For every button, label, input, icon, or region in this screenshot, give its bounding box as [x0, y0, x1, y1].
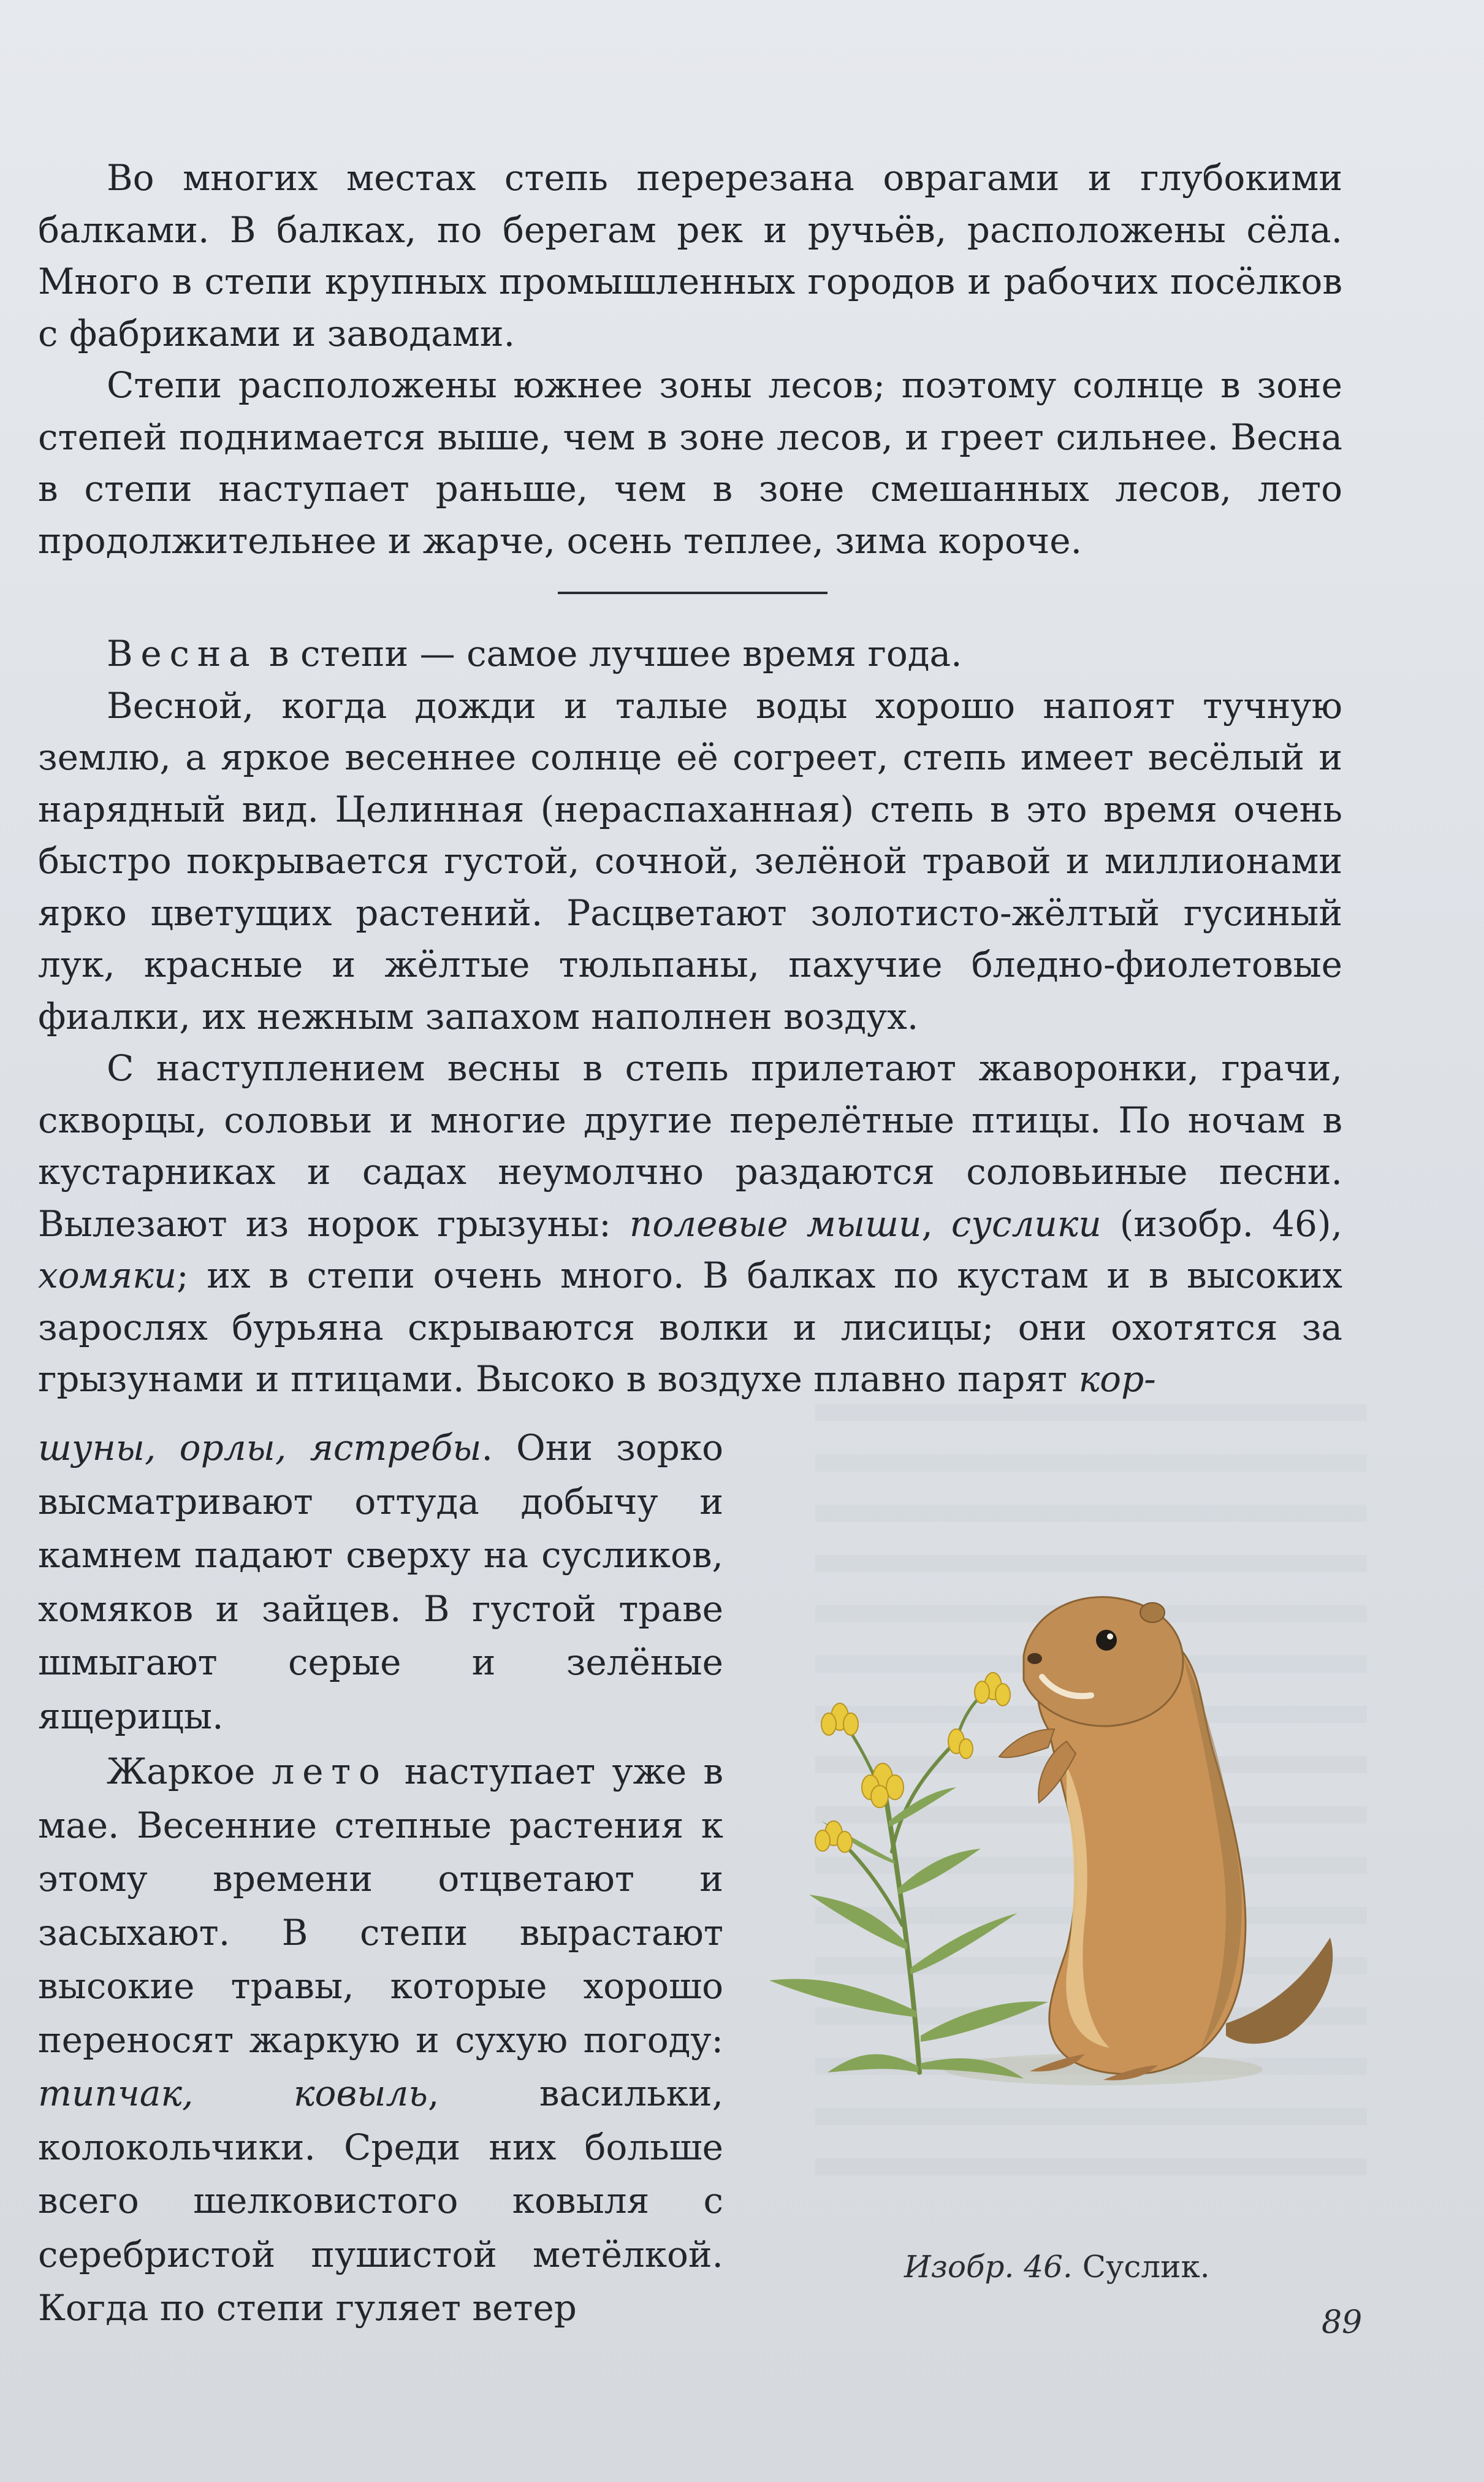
ground-squirrel-illustration: [760, 1545, 1361, 2115]
text-run: Жаркое: [107, 1751, 272, 1792]
page-number: 89: [1322, 2304, 1363, 2341]
term-kites-start: кор-: [1078, 1358, 1156, 1400]
text-run: ,: [921, 1202, 951, 1245]
section-divider: [558, 592, 828, 594]
squirrel-front-paw: [999, 1729, 1054, 1757]
text-run: наступает уже в мае. Весенние степные растения к этому времени отцветают и засыхают. В степи вырастают высокие травы, которые хорошо переносят жаркую и сухую погоду:: [38, 1751, 723, 2061]
spring-heading-word: Весна: [107, 633, 258, 674]
text-run: . Они зорко высматривают оттуда добычу и камнем падают сверху на сусликов, хомяков и зайцев. В густой траве шмыгают серые и зелёные ящерицы.: [38, 1427, 723, 1737]
text-run: (изобр. 46),: [1101, 1202, 1343, 1245]
text-run: ; их в степи очень много. В балках по кустам и в высоких зарослях бурьяна скрываются волки и лисицы; они охотятся за грызунами и птицами. Высоко в воздухе плавно парят: [38, 1254, 1342, 1400]
squirrel-ear: [1140, 1603, 1165, 1622]
plant-leaves: [769, 1787, 1048, 2079]
paragraph-birds: [38, 1421, 723, 1743]
left-column-text: [38, 1421, 723, 2335]
caption-label: Изобр. 46.: [904, 2249, 1073, 2285]
paragraph-ravines: Во многих местах степь перерезана оврагами и глубокими балками. В балках, по берегам рек и ручьёв, расположены сёла. Много в степи крупных промышленных городов и рабочих посёлков с фабриками и заводами.: [38, 157, 1342, 354]
eye-highlight: [1107, 1633, 1113, 1640]
term-field-mice: полевые мыши: [629, 1202, 922, 1245]
paragraph-spring-plants: Весной, когда дожди и талые воды хорошо напоят тучную землю, а яркое весеннее солнце её согреет, степь имеет весёлый и нарядный вид. Целинная (нераспаханная) степь в это время очень быстро покрывается густой, сочной, зелёной травой и миллионами ярко цветущих растений. Расцветают золотисто-жёлтый гусиный лук, красные и жёлтые тюльпаны, пахучие бледно-фиолетовые фиалки, их нежным запахом наполнен воздух.: [38, 684, 1342, 1037]
term-sousliks: суслики: [951, 1202, 1102, 1245]
text-run: , васильки, колокольчики. Среди них больше всего шелковистого ковыля с серебристой пушистой метёлкой. Когда по степи гуляет ветер: [38, 2072, 724, 2329]
term-birds: шуны, орлы, ястребы: [38, 1427, 482, 1468]
paragraph-climate: Степи расположены южнее зоны лесов; поэтому солнце в зоне степей поднимается выше, чем в зоне лесов, и греет сильнее. Весна в степи наступает раньше, чем в зоне смешанных лесов, лето продолжительнее и жарче, осень теплее, зима короче.: [38, 364, 1342, 562]
term-hamsters: хомяки: [38, 1254, 177, 1296]
squirrel-nose: [1027, 1653, 1042, 1664]
caption-text: Суслик.: [1072, 2249, 1210, 2285]
squirrel-eye: [1096, 1630, 1117, 1651]
spring-heading-rest: в степи — самое лучшее время года.: [257, 633, 962, 674]
yellow-flowers: [815, 1673, 1010, 1852]
summer-word: лето: [272, 1751, 388, 1792]
intro-text: [38, 152, 1342, 567]
spring-section: [38, 628, 1342, 1405]
figure-caption: [904, 2249, 1210, 2285]
spring-heading: [38, 628, 1342, 680]
term-grasses: типчак, ковыль: [38, 2072, 428, 2114]
text-run: С наступлением весны в степь прилетают жаворонки, грачи, скворцы, соловьи и многие другие перелётные птицы. По ночам в кустарниках и садах неумолчно раздаются соловьиные песни. Вылезают из норок грызуны:: [38, 1047, 1342, 1245]
paragraph-spring-animals: [38, 1042, 1342, 1405]
paragraph-summer: [38, 1745, 723, 2335]
